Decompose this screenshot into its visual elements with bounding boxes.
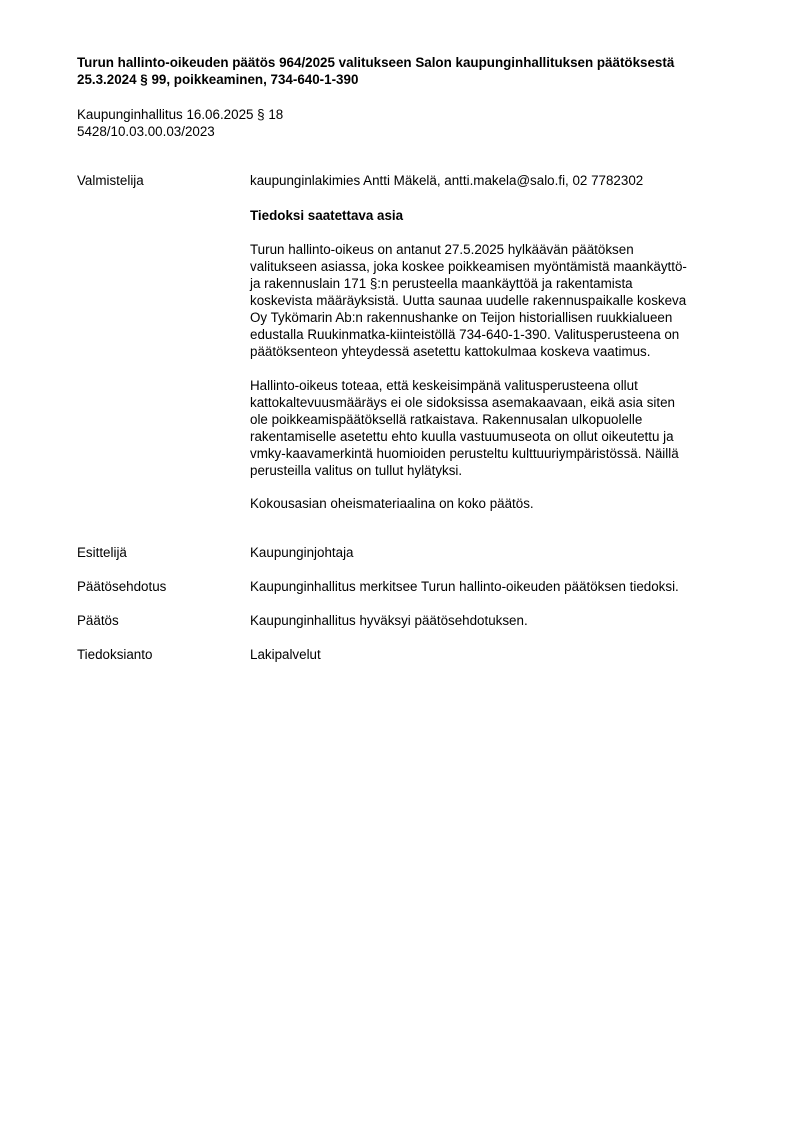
preparer-label: Valmistelija xyxy=(77,173,144,188)
document-title-line: 25.3.2024 § 99, poikkeaminen, 734-640-1-390 xyxy=(77,71,359,87)
presenter-label: Esittelijä xyxy=(77,545,127,560)
paragraph-line: edustalla Ruukinmatka-kiinteistöllä 734-640-1-390. Valitusperusteena on xyxy=(250,327,680,342)
proposal-value: Kaupunginhallitus merkitsee Turun hallinto-oikeuden päätöksen tiedoksi. xyxy=(250,579,679,594)
document-title-line: Turun hallinto-oikeuden päätös 964/2025 valitukseen Salon kaupunginhallituksen päätöksestä xyxy=(77,55,675,70)
decision-label: Päätös xyxy=(77,613,119,628)
section-subheading: Tiedoksi saatettava asia xyxy=(250,208,404,223)
presenter-value: Kaupunginjohtaja xyxy=(250,545,354,560)
document-title xyxy=(77,55,757,88)
paragraph-line: rakentamiselle asetettu ehto kuulla vastuumuseota on ollut oikeutettu ja xyxy=(250,429,674,444)
paragraph-line: Hallinto-oikeus toteaa, että keskeisimpänä valitusperusteena ollut xyxy=(250,378,638,393)
paragraph-decision-summary xyxy=(250,241,730,360)
notification-label: Tiedoksianto xyxy=(77,647,153,662)
meeting-info xyxy=(77,107,757,140)
record-number: 5428/10.03.00.03/2023 xyxy=(77,123,215,139)
paragraph-line: Turun hallinto-oikeus on antanut 27.5.2025 hylkäävän päätöksen xyxy=(250,242,634,257)
meeting-reference: Kaupunginhallitus 16.06.2025 § 18 xyxy=(77,107,284,122)
paragraph-line: päätöksenteon yhteydessä asetettu kattokulmaa koskeva vaatimus. xyxy=(250,344,651,359)
paragraph-line: kattokaltevuusmääräys ei ole sidoksissa asemakaavaan, eikä asia siten xyxy=(250,395,676,410)
paragraph-line: ja rakennuslain 171 §:n perusteella maankäyttöä ja rakentamista xyxy=(250,276,633,291)
paragraph-line: koskevista määräyksistä. Uutta saunaa uudelle rakennuspaikalle koskeva xyxy=(250,293,687,308)
decision-value: Kaupunginhallitus hyväksyi päätösehdotuksen. xyxy=(250,613,528,628)
paragraph-line: vmky-kaavamerkintä huomioiden perusteltu kulttuuriympäristössä. Näillä xyxy=(250,446,679,461)
paragraph-line: Kokousasian oheismateriaalina on koko päätös. xyxy=(250,496,534,511)
paragraph-line: valitukseen asiassa, joka koskee poikkeamisen myöntämistä maankäyttö- xyxy=(250,259,687,274)
paragraph-line: perusteilla valitus on tullut hylätyksi. xyxy=(250,463,463,478)
preparer-value: kaupunginlakimies Antti Mäkelä, antti.makela@salo.fi, 02 7782302 xyxy=(250,173,644,188)
paragraph-attachment-note xyxy=(250,495,730,512)
paragraph-court-reasoning xyxy=(250,377,730,479)
paragraph-line: Oy Tykömarin Ab:n rakennushanke on Teijon historiallisen ruukkialueen xyxy=(250,310,673,325)
proposal-label: Päätösehdotus xyxy=(77,579,167,594)
paragraph-line: ole poikkeamispäätöksellä ratkaistava. Rakennusalan ulkopuolelle xyxy=(250,412,643,427)
notification-value: Lakipalvelut xyxy=(250,647,321,662)
